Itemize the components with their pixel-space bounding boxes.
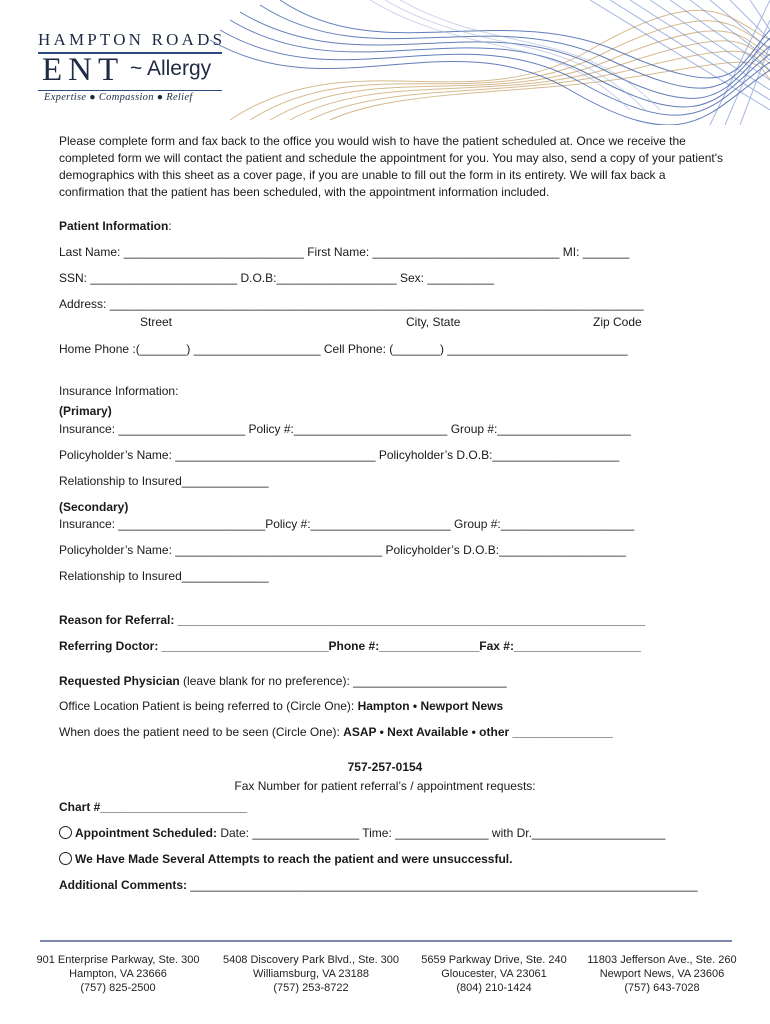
fax-number: 757-257-0154	[347, 760, 423, 774]
footer-rule	[40, 940, 732, 942]
logo-allergy: ~ Allergy	[130, 57, 212, 80]
logo-ent: ENT	[42, 52, 125, 88]
secondary-policyholder-fields[interactable]: Policyholder’s Name: _______________________________ Policyholder’s D.O.B:___________________	[59, 543, 626, 557]
appointment-radio-icon[interactable]	[59, 826, 72, 839]
fax-label: Fax Number for patient referral’s / appointment requests:	[234, 779, 536, 793]
intro-block	[59, 133, 727, 201]
appointment-scheduled-field[interactable]: Appointment Scheduled: Date: ________________ Time: ______________ with Dr.____________________	[59, 826, 665, 840]
primary-label: (Primary)	[59, 404, 112, 418]
attempts-radio-icon[interactable]	[59, 852, 72, 865]
attempts-field[interactable]: We Have Made Several Attempts to reach the patient and were unsuccessful.	[59, 852, 512, 866]
chart-number-field[interactable]: Chart #______________________	[59, 800, 248, 814]
logo-tagline: Expertise ● Compassion ● Relief	[44, 92, 193, 103]
address-zip-label: Zip Code	[593, 315, 642, 329]
footer-location-hampton: 901 Enterprise Parkway, Ste. 300 Hampton, VA 23666 (757) 825-2500	[36, 954, 200, 994]
primary-relationship-field[interactable]: Relationship to Insured_____________	[59, 474, 269, 488]
secondary-relationship-field[interactable]: Relationship to Insured_____________	[59, 569, 269, 583]
additional-comments-field[interactable]: Additional Comments: ____________________________________________________________________________	[59, 878, 698, 892]
phone-fields[interactable]: Home Phone :(_______) ___________________ Cell Phone: (_______) ___________________________	[59, 342, 628, 356]
address-field[interactable]: Address: ________________________________________________________________________________	[59, 297, 644, 311]
intro-text: Please complete form and fax back to the office you would wish to have the patient scheduled at. Once we receive the completed form we will contact the patient and schedule the appointment for you. You may also, send a copy of your patient's demographics with this sheet as a cover page, if you are unable to fill out the form in its entirety. We will fax back a confirmation that the patient has been scheduled, with the appointment information included.	[59, 134, 724, 199]
practice-logo	[38, 30, 226, 103]
footer-location-gloucester: 5659 Parkway Drive, Ste. 240 Gloucester, VA 23061 (804) 210-1424	[421, 954, 567, 994]
footer-location-williamsburg: 5408 Discovery Park Blvd., Ste. 300 Williamsburg, VA 23188 (757) 253-8722	[222, 954, 400, 994]
office-location-field[interactable]: Office Location Patient is being referred to (Circle One): Hampton • Newport News	[59, 699, 504, 713]
name-fields[interactable]: Last Name: ___________________________ First Name: ____________________________ MI: _______	[59, 245, 630, 259]
referring-doctor-fields[interactable]: Referring Doctor: _________________________Phone #:_______________Fax #:___________________	[59, 639, 641, 653]
secondary-label: (Secondary)	[59, 500, 129, 514]
address-city-state-label: City, State	[406, 315, 461, 329]
secondary-insurance-fields[interactable]: Insurance: ______________________Policy #:_____________________ Group #:____________________	[59, 517, 635, 531]
patient-info-heading: Patient Information:	[59, 219, 172, 233]
footer-location-newport-news: 11803 Jefferson Ave., Ste. 260 Newport News, VA 23606 (757) 643-7028	[587, 954, 737, 994]
requested-physician-field[interactable]: Requested Physician (leave blank for no preference): _______________________	[59, 674, 507, 688]
urgency-field[interactable]: When does the patient need to be seen (Circle One): ASAP • Next Available • other _______________	[59, 725, 613, 739]
header-swirl-graphic	[170, 0, 770, 125]
logo-rule-lower	[38, 90, 222, 91]
ssn-dob-sex-fields[interactable]: SSN: ______________________ D.O.B:__________________ Sex: __________	[59, 271, 495, 285]
primary-insurance-fields[interactable]: Insurance: ___________________ Policy #:_______________________ Group #:____________________	[59, 422, 631, 436]
insurance-heading: Insurance Information:	[59, 384, 179, 398]
address-street-label: Street	[140, 315, 173, 329]
reason-for-referral-field[interactable]: Reason for Referral: ______________________________________________________________________	[59, 613, 645, 627]
primary-policyholder-fields[interactable]: Policyholder’s Name: ______________________________ Policyholder’s D.O.B:___________________	[59, 448, 620, 462]
logo-hampton-roads: HAMPTON ROADS	[38, 30, 226, 49]
